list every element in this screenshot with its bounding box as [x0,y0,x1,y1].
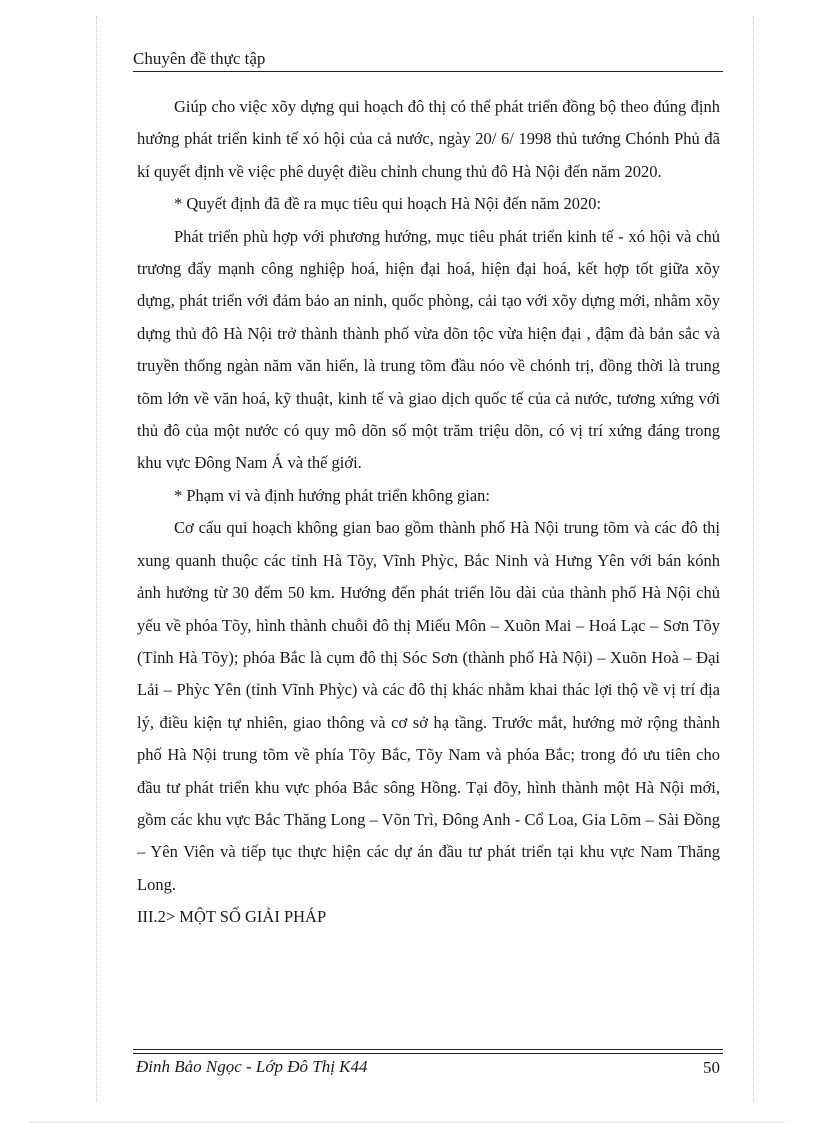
paragraph-decision-heading: * Quyết định đã đề ra mục tiêu qui hoạch Hà Nội đến năm 2020: [174,194,602,214]
paragraph-scope-heading: * Phạm vi và định hướng phát triển không gian: [174,485,491,505]
page-number: 50 [703,1058,720,1077]
header-rule [133,71,723,72]
paragraph-intro: Giúp cho việc xõy dựng qui hoạch đô thị có thể phát triển đồng bộ theo đúng định hướng phát triển kinh tế xó hội của cả nước, ngày 20/ 6/ 1998 thủ tướng Chónh Phủ đã kí quyết định về việc phê duyệt điều chỉnh chung thủ đô Hà Nội đến năm 2020. [137,97,720,181]
running-header: Chuyên đề thực tập [133,49,266,68]
paragraph-objectives: Phát triển phù hợp với phương hướng, mục tiêu phát triển kinh tế - xó hội và chủ trương đẩy mạnh công nghiệp hoá, hiện đại hoá, hiện đại hoá, kết hợp tốt giữa xõy dựng, phát triển với đảm bảo an ninh, quốc phòng, cải tạo với xõy dựng mới, nhằm xõy dựng thủ đô Hà Nội trở thành thành phố vừa dõn tộc vừa hiện đại , đậm đà bản sắc và truyền thống ngàn năm văn hiến, là trung tõm đầu nóo về chónh trị, đồng thời là trung tõm lớn về văn hoá, kỹ thuật, kinh tế và giao dịch quốc tế của cả nước, tương xứng với thủ đô của một nước có quy mô dõn số một trăm triệu dõn, có vị trí xứng đáng trong khu vực Đông Nam Á và thế giới. [137,226,720,473]
footer-rule [133,1049,723,1054]
section-heading: III.2> MỘT SỐ GIẢI PHÁP [137,907,327,927]
body-text [137,91,720,934]
paragraph-spatial-plan: Cơ cấu qui hoạch không gian bao gồm thành phố Hà Nội trung tõm và các đô thị xung quanh thuộc các tỉnh Hà Tõy, Vĩnh Phỳc, Bắc Ninh và Hưng Yên với bán kónh ảnh hưởng từ 30 đếm 50 km. Hướng đến phát triển lõu dài của thành phố Hà Nội chủ yếu về phóa Tõy, hình thành chuỗi đô thị Miếu Môn – Xuõn Mai – Hoá Lạc – Sơn Tõy (Tỉnh Hà Tõy); phóa Bắc là cụm đô thị Sóc Sơn (thành phố Hà Nội) – Xuõn Hoà – Đại Lải – Phỳc Yên (tỉnh Vĩnh Phỳc) và các đô thị khác nhằm khai thác lợi thộ về vị trí địa lý, điều kiện tự nhiên, giao thông và cơ sở hạ tầng. Trước mắt, hướng mở rộng thành phố Hà Nội trung tõm về phía Tõy Bắc, Tõy Nam và phóa Bắc; trong đó ưu tiên cho đầu tư phát triển khu vực phóa Bắc sông Hồng. Tại đõy, hình thành một Hà Nội mới, gồm các khu vực Bắc Thăng Long – Võn Trì, Đông Anh - Cổ Loa, Gia Lõm – Sài Đồng – Yên Viên và tiếp tục thực hiện các dự án đầu tư phát triển tại khu vực Nam Thăng Long. [137,518,720,894]
footer-author: Đinh Bảo Ngọc - Lớp Đô Thị K44 [136,1057,368,1076]
